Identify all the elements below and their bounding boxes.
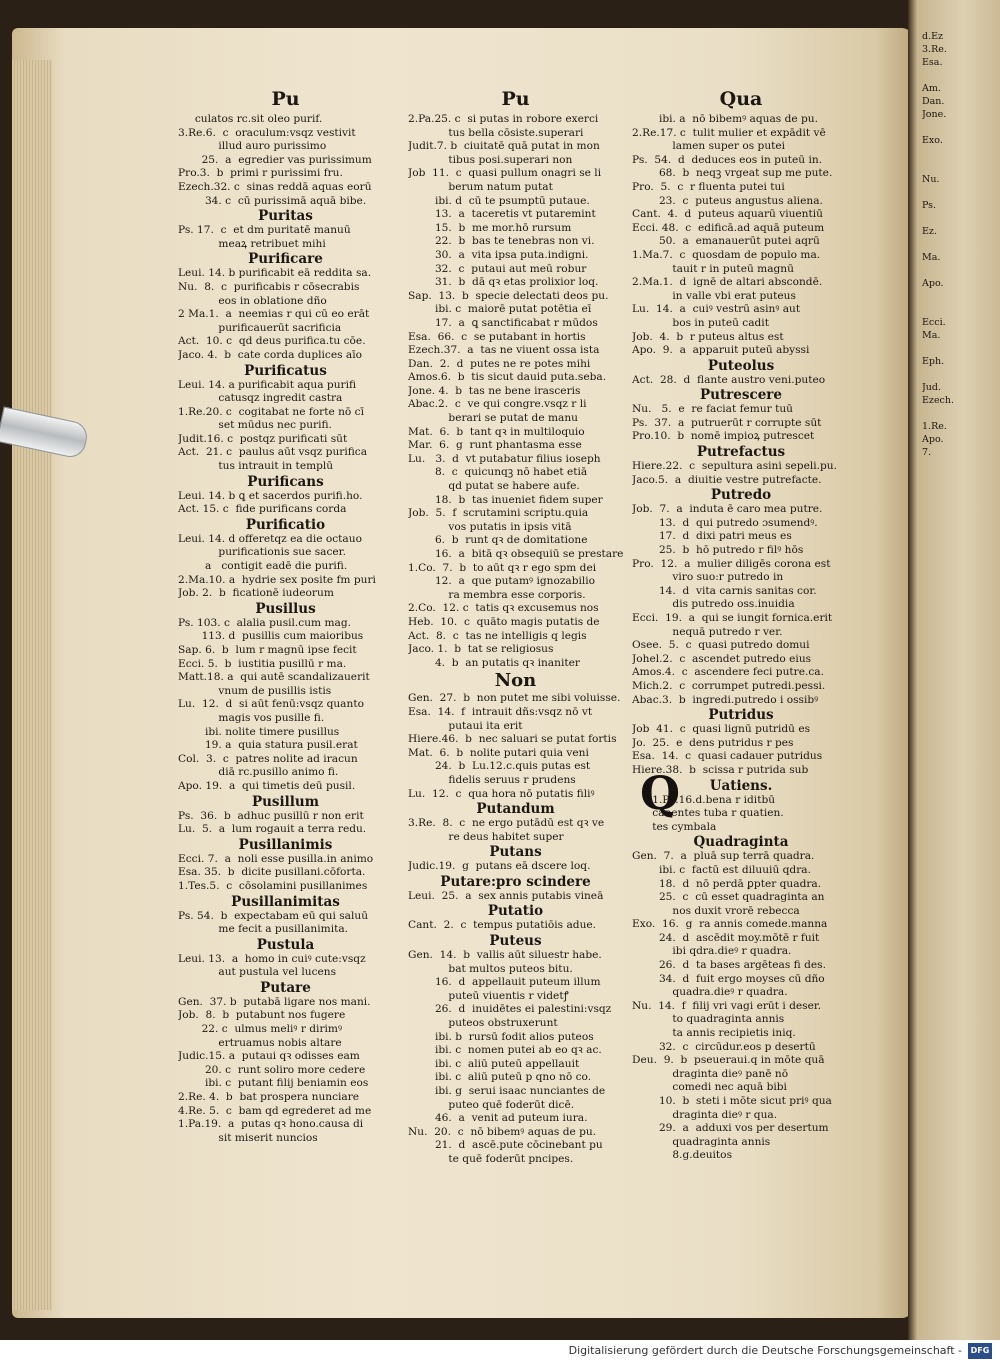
entry-line: to quadraginta annis bbox=[632, 1013, 785, 1026]
entry-line: Ps. 36. b adhuc pusillū r non erit bbox=[178, 809, 364, 822]
entry-line: 17. d dixi patri meus es bbox=[632, 530, 792, 543]
entry-line: aut pustula vel lucens bbox=[178, 966, 337, 979]
entry-line: 2.Re.17. c tulit mulier et expādit vē bbox=[632, 126, 826, 139]
margin-line: Dan. bbox=[922, 96, 945, 107]
entry-heading: Pusillanimis bbox=[238, 836, 333, 853]
entry-line: Jaco. 1. b tat se religiosus bbox=[408, 643, 554, 656]
entry-line: ibi. d cū te psumptū putaue. bbox=[408, 194, 590, 207]
entry-line: Mat. 6. b tant qꝛ in multiloquio bbox=[408, 425, 585, 438]
entry-line: 34. d fuit ergo moyses cū dño bbox=[632, 972, 825, 985]
entry-line: nequā putredo r ver. bbox=[632, 625, 783, 638]
entry-line: Apo. 9. a apparuit puteū abyssi bbox=[632, 344, 810, 357]
entry-line: magis vos pusille fi. bbox=[178, 711, 325, 724]
entry-line: Esa. 14. c quasi cadauer putridus bbox=[632, 750, 823, 763]
entry-line: tus bella cōsiste.superari bbox=[408, 126, 584, 139]
entry-line: 2.Co. 12. c tatis qꝛ excusemus nos bbox=[408, 602, 599, 615]
decorated-initial: Q bbox=[640, 766, 681, 820]
entry-line: Esa. 66. c se putabant in hortis bbox=[408, 330, 586, 343]
entry-line: Ecci. 48. c edificā.ad aquā puteum bbox=[632, 221, 825, 234]
margin-line: Apo. bbox=[922, 434, 944, 445]
entry-line: 46. a venit ad puteum iura. bbox=[408, 1112, 588, 1125]
entry-line: meaꝝ retribuet mihi bbox=[178, 237, 326, 250]
entry-line: Gen. 14. b vallis aūt siluestr habe. bbox=[408, 949, 602, 962]
column-header: Pu bbox=[271, 88, 300, 110]
entry-line: Hiere.38. b scissa r putrida sub bbox=[632, 763, 809, 776]
entry-heading: Purificatio bbox=[245, 516, 326, 533]
entry-line: in valle vbi erat puteus bbox=[632, 289, 796, 302]
entry-heading: Putare:pro scindere bbox=[440, 873, 591, 890]
entry-line: Job. 2. b ficationē iudeorum bbox=[178, 587, 334, 600]
entry-line: 2.Ma.1. d ignē de altari abscondē. bbox=[632, 276, 823, 289]
entry-line: Ecci. 5. b iustitia pusillū r ma. bbox=[178, 657, 347, 670]
entry-line: lamen super os putei bbox=[632, 140, 786, 153]
entry-heading: Putans bbox=[489, 844, 542, 861]
entry-line: Esa. 35. b dicite pusillani.cōforta. bbox=[178, 866, 366, 879]
margin-line: Apo. bbox=[922, 278, 944, 289]
entry-line: Judit.16. c postqz purificati sūt bbox=[178, 432, 348, 445]
entry-line: ibi. c maiorē putat potētia eī bbox=[408, 303, 592, 316]
entry-line: Act. 10. c qd deus purifica.tu cōe. bbox=[178, 335, 366, 348]
entry-line: Jaco.5. a diuitie vestre putrefacte. bbox=[632, 473, 822, 486]
entry-line: quadraginta annis bbox=[632, 1135, 771, 1148]
entry-line: Jone. 4. b tas ne bene irasceris bbox=[408, 384, 581, 397]
entry-line: 32. c circūdur.eos p desertū bbox=[632, 1040, 816, 1053]
entry-line: 17. a ꝗ sanctificabat r mūdos bbox=[408, 316, 598, 329]
entry-line: berari se putat de manu bbox=[408, 412, 578, 425]
entry-line: Apo. 19. a qui timetis deū pusil. bbox=[178, 779, 356, 792]
entry-line: Ps. 54. d deduces eos in puteū in. bbox=[632, 153, 823, 166]
margin-line: Ps. bbox=[922, 200, 937, 211]
entry-line: 16. a bitā qꝛ obsequiū se prestare bbox=[408, 548, 623, 560]
entry-line: Judic.19. g putans eā dscere loq. bbox=[408, 860, 591, 873]
entry-line: sit miserit nuncios bbox=[178, 1131, 318, 1144]
entry-line: Ps. 17. c et d̄m puritatē manuū bbox=[178, 224, 351, 237]
entry-heading: Putrescere bbox=[699, 387, 782, 404]
entry-line: 22. c ulmus meliꝰ r dirimꝰ bbox=[178, 1023, 342, 1036]
margin-line bbox=[922, 212, 1000, 225]
entry-line: Job 41. c quasi lignū putridū es bbox=[632, 723, 811, 736]
margin-line bbox=[922, 407, 1000, 420]
entry-line: Gen. 7. a pluā sup terrā quadra. bbox=[632, 850, 815, 863]
entry-line: 1.Ma.7. c quosdam de populo ma. bbox=[632, 248, 821, 261]
entry-line: ibi. c putant filij beniamin eos bbox=[178, 1077, 369, 1090]
margin-line bbox=[922, 303, 1000, 316]
entry-line: 21. d ascē.pute cōcinebant pu bbox=[408, 1139, 603, 1152]
margin-line: Exo. bbox=[922, 135, 943, 146]
entry-line: Job 11. c quasi pullum onagri se li bbox=[408, 167, 602, 180]
entry-line: 18. b tas inueniet fidem super bbox=[408, 493, 603, 506]
column-lines bbox=[632, 113, 850, 1163]
entry-line: 19. a quia statura pusil.erat bbox=[178, 739, 358, 752]
entry-line: 13. a taceretis vt putaremint bbox=[408, 208, 596, 221]
entry-line: Nu. 5. e re faciat femur tuū bbox=[632, 403, 794, 416]
entry-line: Nu. 14. f filij vri vagi erūt i deser. bbox=[632, 999, 822, 1012]
margin-line bbox=[922, 186, 1000, 199]
entry-heading: Pusillus bbox=[255, 600, 316, 617]
entry-line: purificationis sue sacer. bbox=[178, 546, 346, 559]
entry-line: 26. d inuidētes ei palestini:vsqz bbox=[408, 1003, 612, 1016]
entry-line: 8.g.deuitos bbox=[632, 1149, 732, 1162]
entry-heading: Puritas bbox=[258, 208, 313, 225]
entry-line: ibi. b rursū fodit alios puteos bbox=[408, 1030, 594, 1043]
entry-heading: Putare bbox=[260, 979, 311, 996]
entry-heading: Puteus bbox=[489, 933, 542, 950]
entry-line: Pro. 12. a mulier diligēs corona est bbox=[632, 557, 831, 570]
entry-line: ibi. c aliū puteū p qno nō co. bbox=[408, 1071, 592, 1084]
entry-line: Hiere.46. b nec saluari se putat fortis bbox=[408, 733, 617, 746]
entry-heading: Pusillanimitas bbox=[231, 893, 340, 910]
entry-line: viro suo:r putredo in bbox=[632, 571, 784, 584]
entry-line: Lu. 12. d si aūt fenū:vsqz quanto bbox=[178, 698, 364, 711]
entry-line: Ezech.32. c sinas reddā aquas eorū bbox=[178, 180, 372, 193]
entry-line: 29. a adduxi vos per desertum bbox=[632, 1122, 829, 1135]
entry-line: illud auro purissimo bbox=[178, 140, 327, 153]
margin-line: 7. bbox=[922, 447, 932, 458]
entry-line: ertruamus nobis altare bbox=[178, 1036, 342, 1049]
entry-line: 31. b dā qꝛ etas prolixior loq. bbox=[408, 276, 599, 289]
entry-line: Abac.3. b ingredi.putredo i ossibꝰ bbox=[632, 693, 819, 706]
entry-line: tes cymbala bbox=[632, 820, 717, 833]
entry-line: 8. c quicunqꝫ nō habet etiā bbox=[408, 466, 588, 479]
entry-line: 20. c runt soliro more cedere bbox=[178, 1063, 366, 1076]
footer-credit: Digitalisierung gefördert durch die Deutsche Forschungsgemeinschaft - bbox=[568, 1344, 962, 1357]
entry-line: Jaco. 4. b cate corda duplices aīo bbox=[178, 348, 363, 361]
entry-line: Leui. 14. b ꝗ et sacerdos purifi.ho. bbox=[178, 489, 363, 502]
margin-line: Eph. bbox=[922, 356, 945, 367]
entry-line: Pro. 5. c r fluenta putei tui bbox=[632, 180, 785, 193]
entry-line: 50. a emanauerūt putei aqrū bbox=[632, 235, 820, 248]
entry-line: Pro.3. b primi r purissimi fru. bbox=[178, 167, 343, 180]
entry-line: Judit.7. b ciuitatē quā putat in mon bbox=[408, 140, 600, 153]
entry-line: 16. d appellauit puteum illum bbox=[408, 976, 601, 989]
entry-line: 30. a vita ipsa puta.indigni. bbox=[408, 248, 589, 261]
entry-line: Exo. 16. g ra annis comede.manna bbox=[632, 918, 828, 931]
entry-line: Act. 15. c fide purificans corda bbox=[178, 503, 347, 516]
entry-line: Leui. 14. d offeretqz ea die octauo bbox=[178, 532, 362, 545]
entry-line: 4. b an putatis qꝛ inaniter bbox=[408, 656, 580, 669]
entry-heading: Purificare bbox=[248, 251, 323, 268]
entry-line: te quē foderūt pncipes. bbox=[408, 1152, 574, 1165]
entry-line: 23. c puteus angustus aliena. bbox=[632, 194, 823, 207]
entry-line: Amos.6. b tis sicut dauid puta.seba. bbox=[408, 371, 607, 384]
entry-line: re deus habitet super bbox=[408, 830, 564, 843]
entry-line: fidelis seruus r prudens bbox=[408, 773, 576, 786]
margin-line bbox=[922, 290, 1000, 303]
margin-line bbox=[922, 160, 1000, 173]
entry-line: Sap. 13. b specie delectati deos pu. bbox=[408, 289, 609, 302]
entry-line: nos duxit vrorē rebecca bbox=[632, 904, 800, 917]
entry-line: Judic.15. a putaui qꝛ odisses eam bbox=[178, 1050, 360, 1063]
entry-line: Amos.4. c ascendere feci putre.ca. bbox=[632, 666, 824, 679]
entry-heading: Pustula bbox=[256, 936, 315, 953]
entry-line: 1.Tes.5. c cōsolamini pusillanimes bbox=[178, 879, 368, 892]
footer-bar bbox=[0, 1340, 1000, 1363]
entry-line: vos putatis in ipsis vitā bbox=[408, 520, 572, 533]
entry-line: Ps. 37. a putruerūt r corrupte sūt bbox=[632, 416, 822, 429]
column-lines bbox=[178, 113, 393, 1145]
margin-line: Ez. bbox=[922, 226, 937, 237]
entry-line: Col. 3. c patres nolite ad iracun bbox=[178, 752, 358, 765]
entry-line: 1.Pa.16.d.bena r iditbū bbox=[632, 793, 776, 806]
entry-heading: Purificans bbox=[247, 473, 324, 490]
entry-heading: Putredo bbox=[710, 487, 772, 504]
entry-line: Matt.18. a qui autē scandalizauerit bbox=[178, 671, 370, 684]
entry-line: Leui. 14. b purificabit eā reddita sa. bbox=[178, 267, 372, 280]
text-column-right bbox=[632, 85, 850, 1163]
entry-heading: Purificatus bbox=[244, 362, 327, 379]
entry-line: Ps. 103. c alalia pusil.cum mag. bbox=[178, 616, 351, 629]
margin-line: Ma. bbox=[922, 252, 941, 263]
entry-line: culatos rc.sit oleo purif. bbox=[178, 113, 323, 125]
entry-line: Hiere.22. c sepultura asini sepeli.pu. bbox=[632, 460, 837, 473]
entry-line: 12. a que putamꝰ ignozabilio bbox=[408, 575, 596, 588]
entry-line: ibi. nolite timere pusillus bbox=[178, 725, 340, 738]
margin-line bbox=[922, 238, 1000, 251]
entry-line: 24. b Lu.12.c.quis putas est bbox=[408, 760, 591, 773]
text-column-middle bbox=[408, 85, 623, 1167]
entry-line: set mūdus nec purifi. bbox=[178, 419, 332, 432]
entry-line: Cant. 2. c tempus putatiōis adue. bbox=[408, 919, 597, 932]
entry-line: Abac.2. c ve qui congre.vsqz r li bbox=[408, 398, 587, 411]
entry-line: Mich.2. c corrumpet putredi.pessi. bbox=[632, 679, 826, 692]
entry-line: quadra.dieꝰ r quadra. bbox=[632, 986, 788, 999]
entry-line: 26. d ta bases argēteas fi des. bbox=[632, 959, 826, 972]
entry-line: 6. b runt qꝛ de domitatione bbox=[408, 534, 588, 547]
entry-line: putaui ita erit bbox=[408, 719, 523, 732]
entry-line: me fecit a pusillanimita. bbox=[178, 923, 349, 936]
text-column-left bbox=[178, 85, 393, 1145]
entry-line: ibi. a nō bibemꝰ aquas de pu. bbox=[632, 113, 818, 125]
entry-line: ibi qdra.dieꝰ r quadra. bbox=[632, 945, 792, 958]
entry-line: a contigit eadē die purifi. bbox=[178, 560, 348, 573]
entry-line: Ezech.37. a tas ne viuent ossa ista bbox=[408, 344, 600, 357]
entry-line: Leui. 25. a sex annis putabis vineā bbox=[408, 889, 604, 902]
entry-line: Gen. 37. b putabā ligare nos mani. bbox=[178, 995, 371, 1008]
entry-line: Lu. 14. a cuiꝰ vestrū asinꝰ aut bbox=[632, 303, 801, 316]
entry-line: 34. c cū purissimā aquā bibe. bbox=[178, 194, 367, 207]
entry-line: bos in puteū cadit bbox=[632, 316, 769, 329]
margin-line bbox=[922, 69, 1000, 82]
margin-line bbox=[922, 147, 1000, 160]
margin-line: d.Ez bbox=[922, 31, 944, 42]
entry-line: puteo quē foderūt dicē. bbox=[408, 1098, 575, 1111]
column-header: Qua bbox=[719, 88, 763, 110]
entry-line: 25. a egredier vas purissimum bbox=[178, 153, 372, 166]
entry-line: ibi. g serui isaac nunciantes de bbox=[408, 1085, 606, 1097]
entry-line: 1.Re.20. c cogitabat ne forte nō cī bbox=[178, 405, 364, 418]
entry-line: berum natum putat bbox=[408, 180, 553, 193]
margin-line: Nu. bbox=[922, 174, 940, 185]
entry-heading: Putatio bbox=[487, 903, 544, 920]
entry-line: 2.Re. 4. b bat prospera nunciare bbox=[178, 1091, 360, 1104]
entry-line: purificauerūt sacrificia bbox=[178, 321, 342, 334]
entry-line: 24. d ascēdit moy.mōtē r fuit bbox=[632, 931, 820, 944]
margin-line: Esa. bbox=[922, 57, 943, 68]
entry-heading: Putrefactus bbox=[696, 444, 786, 461]
margin-line: Ecci. bbox=[922, 317, 946, 328]
entry-line: Job. 8. b putabunt nos fugere bbox=[178, 1009, 346, 1022]
entry-line: vnum de pusillis istis bbox=[178, 684, 332, 697]
entry-line: Nu. 8. c purificabis r cōsecrabis bbox=[178, 280, 360, 293]
entry-heading: Uatiens. bbox=[709, 777, 773, 794]
dfg-logo-icon: DFG bbox=[968, 1343, 992, 1359]
entry-line: 3.Re.6. c oraculum:vsqz vestivit bbox=[178, 126, 356, 139]
entry-line: ta annis recipietis iniq. bbox=[632, 1027, 796, 1040]
entry-line: Mar. 6. g runt phantasma esse bbox=[408, 439, 582, 452]
entry-line: tauit r in puteū magnū bbox=[632, 262, 794, 275]
entry-line: Lu. 5. a lum rogauit a terra redu. bbox=[178, 823, 367, 836]
entry-line: Act. 8. c tas ne intelligis q legis bbox=[408, 629, 587, 642]
entry-line: 32. c putaui aut meū robur bbox=[408, 262, 587, 275]
entry-heading: Pusillum bbox=[251, 793, 320, 810]
entry-line: Job. 7. a induta ē caro mea putre. bbox=[632, 503, 823, 516]
margin-line bbox=[922, 121, 1000, 134]
entry-line: puteos obstruxerunt bbox=[408, 1017, 558, 1030]
entry-line: 14. d vita carnis sanitas cor. bbox=[632, 584, 817, 597]
entry-line: draginta dieꝰ panē nō bbox=[632, 1067, 789, 1080]
entry-line: ibi. c aliū puteū appellauit bbox=[408, 1057, 580, 1070]
entry-line: Sap. 6. b lum r magnū ipse fecit bbox=[178, 644, 357, 656]
entry-line: Act. 28. d flante austro veni.puteo bbox=[632, 373, 826, 386]
margin-line: Ma. bbox=[922, 330, 941, 341]
entry-line: 113. d pusillis cum maioribus bbox=[178, 630, 364, 643]
entry-line: ra membra esse corporis. bbox=[408, 588, 586, 601]
entry-line: comedi nec aquā bibi bbox=[632, 1081, 787, 1094]
entry-line: 4.Re. 5. c bam qd egrederet ad me bbox=[178, 1104, 372, 1117]
entry-line: Leui. 13. a homo in cuiꝰ cute:vsqz bbox=[178, 952, 366, 965]
entry-line: 13. d qui putredo ɔsumendꝰ. bbox=[632, 516, 818, 529]
entry-heading: Non bbox=[494, 670, 537, 692]
entry-line: 15. b me mor.hō rursum bbox=[408, 221, 572, 234]
entry-line: 22. b bas te tenebras non vi. bbox=[408, 235, 595, 248]
entry-line: catusqz ingredit castra bbox=[178, 392, 343, 405]
right-page-margin-text bbox=[922, 30, 1000, 459]
entry-line: Leui. 14. a purificabit aqua purifi bbox=[178, 378, 357, 391]
column-header: Pu bbox=[501, 88, 530, 110]
entry-line: 10. b steti i mōte sicut priꝰ qua bbox=[632, 1095, 832, 1107]
margin-line bbox=[922, 342, 1000, 355]
page-edges bbox=[12, 60, 52, 1310]
margin-line: Jone. bbox=[922, 109, 947, 120]
entry-line: bat multos puteos bitu. bbox=[408, 962, 573, 975]
entry-line: Cant. 4. d puteus aquarū viuentiū bbox=[632, 208, 823, 221]
entry-line: 18. d nō perdā ꝑpter quadra. bbox=[632, 877, 822, 890]
margin-line: Ezech. bbox=[922, 395, 955, 406]
entry-heading: Putridus bbox=[708, 707, 774, 724]
entry-line: Ecci. 7. a noli esse pusilla.in animo bbox=[178, 852, 374, 865]
margin-line: 3.Re. bbox=[922, 44, 947, 55]
entry-line: Job. 4. b r puteus altus est bbox=[632, 330, 784, 343]
entry-line: 2 Ma.1. a neemias r qui cū eo erāt bbox=[178, 308, 370, 321]
entry-line: Dan. 2. d putes ne re potes mihi bbox=[408, 357, 591, 370]
entry-line: 25. c cū esset quadraginta an bbox=[632, 891, 825, 904]
entry-line: dis putredo oss.inuidia bbox=[632, 598, 795, 611]
entry-heading: Quadraginta bbox=[693, 834, 789, 851]
entry-line: Osee. 5. c quasi putredo domui bbox=[632, 639, 810, 652]
entry-line: Act. 21. c paulus aūt vsqz purifica bbox=[178, 446, 368, 459]
entry-line: 1.Co. 7. b to aūt qꝛ r ego spm dei bbox=[408, 561, 597, 574]
entry-line: canentes tuba r quatien. bbox=[632, 807, 784, 820]
entry-line: Jo. 25. e dens putridus r pes bbox=[632, 736, 794, 749]
entry-line: Pro.10. b nomē impioꝝ putrescet bbox=[632, 430, 815, 443]
entry-line: Johel.2. c ascendet putredo eius bbox=[632, 652, 812, 665]
margin-line: Jud. bbox=[922, 382, 942, 393]
entry-line: 3.Re. 8. c ne ergo putādū est qꝛ ve bbox=[408, 817, 605, 830]
entry-heading: Puteolus bbox=[707, 357, 775, 374]
entry-line: eos in oblatione dño bbox=[178, 294, 327, 307]
entry-line: Esa. 14. f intrauit dñs:vsqz nō vt bbox=[408, 705, 593, 718]
entry-line: Nu. 20. c nō bibemꝰ aquas de pu. bbox=[408, 1125, 597, 1138]
entry-heading: Putandum bbox=[476, 801, 555, 818]
entry-line: Lu. 3. d vt putabatur filius ioseph bbox=[408, 452, 601, 465]
entry-line: Ecci. 19. a qui se iungit fornica.erit bbox=[632, 612, 833, 624]
entry-line: Mat. 6. b nolite putari quia veni bbox=[408, 746, 589, 759]
margin-line bbox=[922, 368, 1000, 381]
column-lines bbox=[408, 113, 623, 1167]
entry-line: draginta dieꝰ r qua. bbox=[632, 1108, 778, 1121]
entry-line: Heb. 10. c quāto magis putatis de bbox=[408, 615, 600, 628]
entry-line: 2.Ma.10. a hydrie sex posite fm puri bbox=[178, 573, 376, 586]
entry-line: ibi. c factū est diluuiū qdra. bbox=[632, 863, 811, 876]
entry-line: diā rc.pusillo animo fi. bbox=[178, 766, 339, 779]
entry-line: Gen. 27. b non putet me sibi voluisse. bbox=[408, 692, 621, 705]
entry-line: 2.Pa.25. c si putas in robore exerci bbox=[408, 113, 599, 125]
entry-line: 1.Pa.19. a putas qꝛ hono.causa di bbox=[178, 1118, 364, 1131]
entry-line: qd putat se habere aufe. bbox=[408, 480, 580, 493]
entry-line: tibus posi.superari non bbox=[408, 153, 573, 166]
margin-line bbox=[922, 264, 1000, 277]
entry-line: Job. 5. f scrutamini scriptu.quia bbox=[408, 507, 589, 520]
entry-line: Lu. 12. c qua hora nō putatis filiꝰ bbox=[408, 787, 595, 800]
margin-line: Am. bbox=[922, 83, 941, 94]
margin-line: 1.Re. bbox=[922, 421, 947, 432]
entry-line: ibi. c nomen putei ab eo qꝛ ac. bbox=[408, 1044, 602, 1057]
entry-line: Deu. 9. b pseueraui.q in mōte quā bbox=[632, 1054, 825, 1067]
entry-line: tus intrauit in templū bbox=[178, 460, 334, 473]
entry-line: puteū viuentis r videtꝭ bbox=[408, 989, 569, 1002]
entry-line: 25. b hō putredo r filꝰ hōs bbox=[632, 544, 804, 557]
entry-line: 68. b neqꝫ vrgeat sup me pute. bbox=[632, 167, 833, 180]
entry-line: Ps. 54. b expectabam eū qui saluū bbox=[178, 909, 369, 922]
